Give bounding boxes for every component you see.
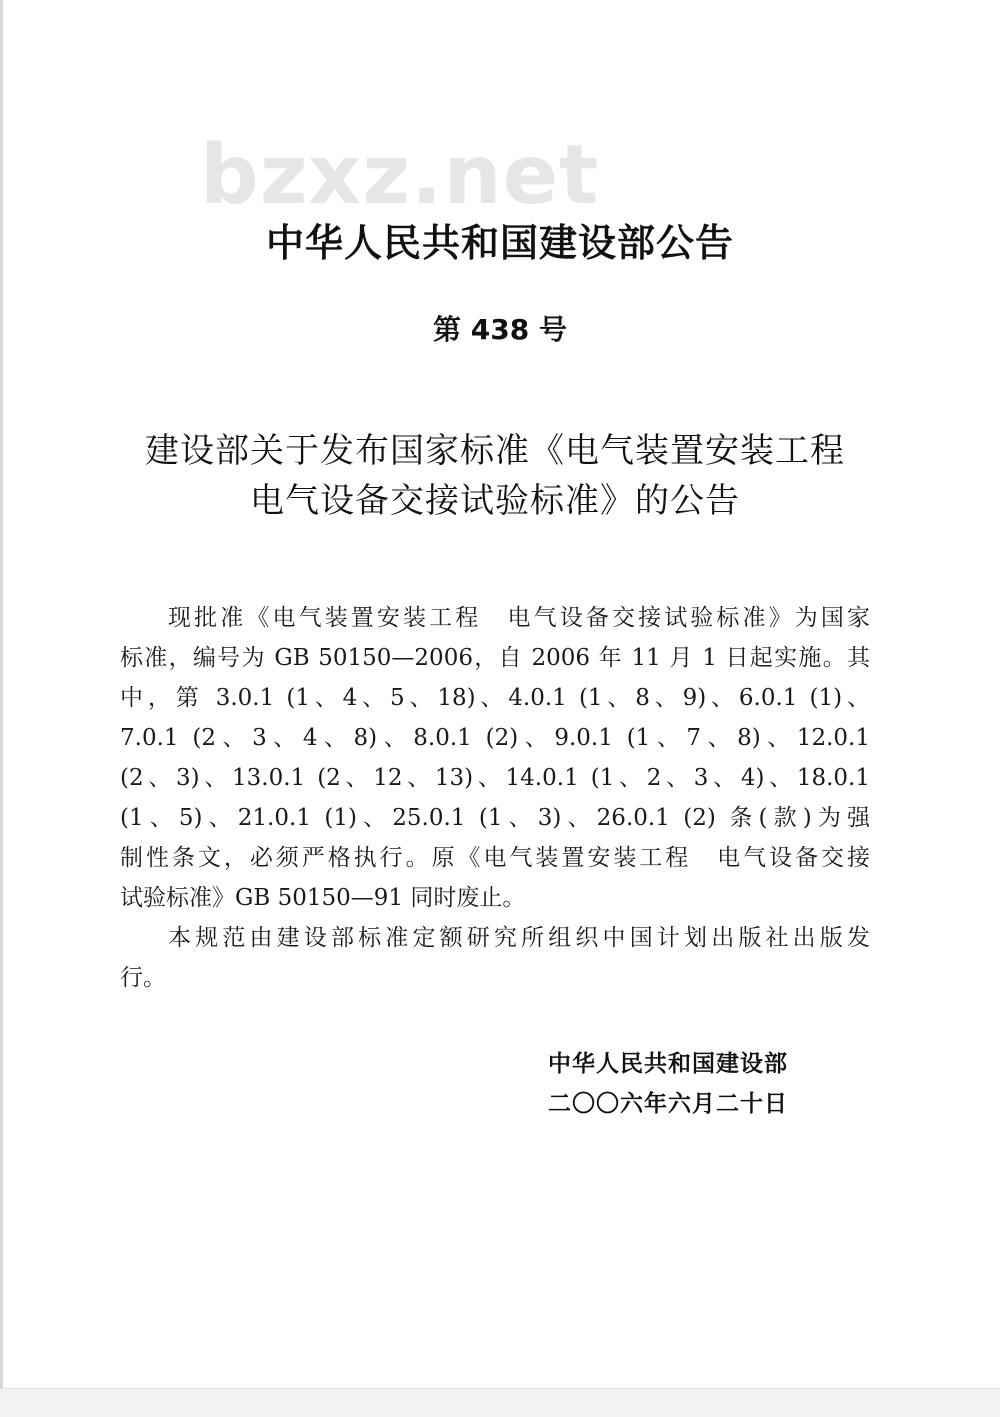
body-line: 行。 bbox=[120, 965, 166, 991]
body-paragraph-2 bbox=[120, 918, 870, 998]
body-line: 中，第 3.0.1 (1、4、5、18)、4.0.1 (1、8、9)、6.0.1 (1)、 bbox=[120, 685, 870, 711]
page-left-edge bbox=[0, 0, 3, 1417]
signature-organization: 中华人民共和国建设部 bbox=[548, 1051, 788, 1077]
body-line: 本规范由建设部标准定额研究所组织中国计划出版社出版发 bbox=[168, 925, 870, 951]
page-title: 中华人民共和国建设部公告 bbox=[265, 221, 734, 265]
body-line: (1、5)、21.0.1 (1)、25.0.1 (1、3)、26.0.1 (2) 条(款)为强 bbox=[120, 805, 870, 831]
body-line: 试验标准》GB 50150—91 同时废止。 bbox=[120, 885, 526, 911]
watermark-logo: bzxz.net bbox=[200, 128, 600, 223]
announcement-body bbox=[120, 598, 870, 998]
announcement-number: 第 438 号 bbox=[433, 313, 567, 346]
body-line: (2、3)、13.0.1 (2、12、13)、14.0.1 (1、2、3、4)、18.0.1 bbox=[120, 765, 870, 791]
body-line: 标准，编号为 GB 50150—2006，自 2006 年 11 月 1 日起实施。其 bbox=[120, 645, 870, 671]
body-line: 现批准《电气装置安装工程 电气设备交接试验标准》为国家 bbox=[168, 605, 870, 631]
subtitle-line-2: 电气设备交接试验标准》的公告 bbox=[250, 481, 740, 521]
body-line: 7.0.1 (2、3、4、8)、8.0.1 (2)、9.0.1 (1、7、8)、12.0.1 bbox=[120, 725, 870, 751]
subtitle-line-1: 建设部关于发布国家标准《电气装置安装工程 bbox=[145, 431, 845, 471]
viewer-bottom-bar bbox=[0, 1388, 1000, 1417]
body-paragraph-1 bbox=[120, 598, 870, 918]
body-line: 制性条文，必须严格执行。原《电气装置安装工程 电气设备交接 bbox=[120, 845, 870, 871]
signature-date: 二〇〇六年六月二十日 bbox=[548, 1091, 788, 1117]
